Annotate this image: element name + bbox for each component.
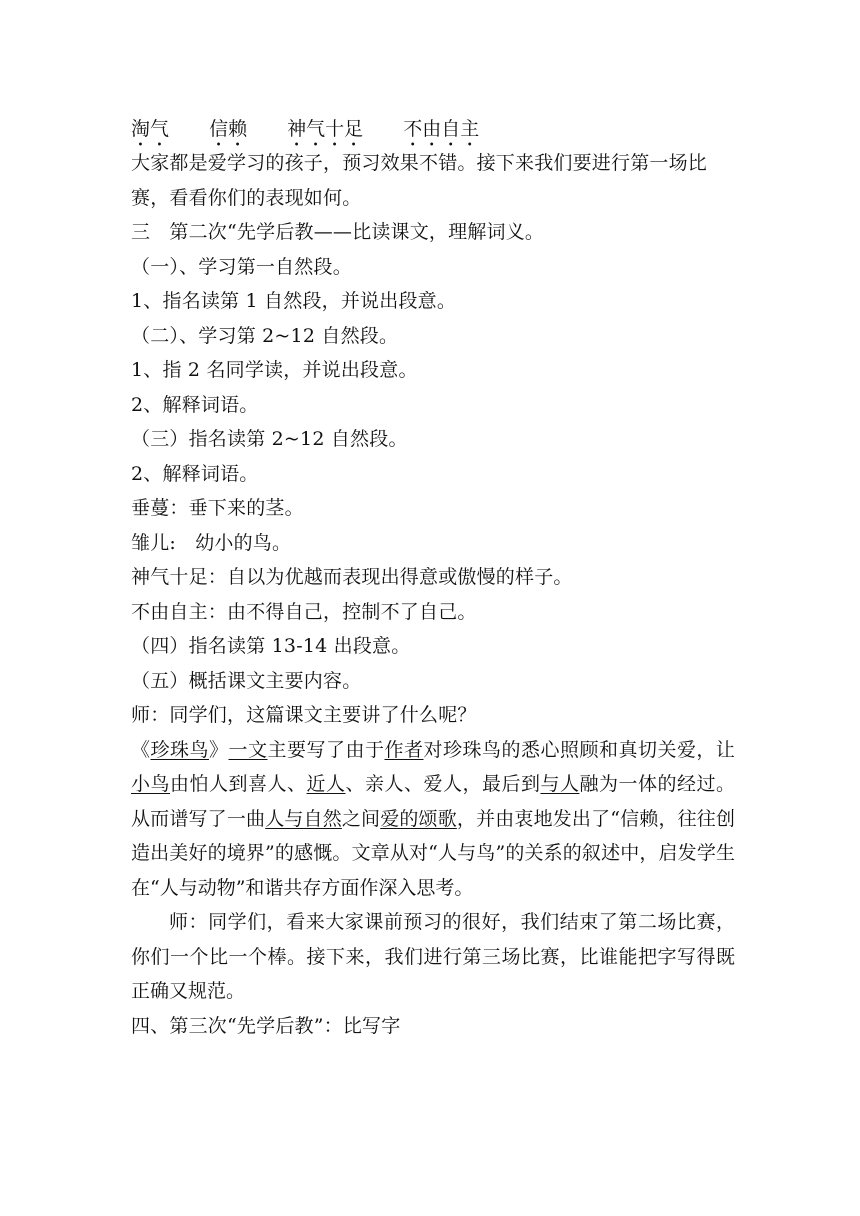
summary-text: 主要写了由于 bbox=[267, 738, 385, 761]
summary-underlined: 作者 bbox=[384, 738, 424, 761]
summary-text: 之间 bbox=[341, 807, 381, 830]
text-line: 大家都是爱学习的孩子，预习效果不错。接下来我们要进行第一场比 bbox=[131, 152, 708, 174]
summary-underlined: 人与自然 bbox=[265, 807, 342, 830]
summary-underlined: 珍珠鸟 bbox=[150, 738, 209, 761]
summary-underlined: 与人 bbox=[540, 773, 580, 795]
teacher-question: 师：同学们，这篇课文主要讲了什么呢？ bbox=[131, 704, 477, 726]
summary-text: 融为一体的经过。从而谱写了一曲 bbox=[131, 773, 735, 830]
subsection-heading: （一）、学习第一自然段。 bbox=[131, 255, 352, 278]
text-line: 赛，看看你们的表现如何。 bbox=[131, 186, 362, 209]
vocab-word: 不由自主 bbox=[403, 118, 480, 140]
definition-line: 雏儿: 幼小的鸟。 bbox=[131, 531, 292, 554]
text-line: 2、解释词语。 bbox=[131, 393, 259, 416]
text-line: 1、指 2 名同学读，并说出段意。 bbox=[131, 359, 418, 381]
definition-line: 不由自主：由不得自己，控制不了自己。 bbox=[131, 600, 477, 623]
summary-paragraph bbox=[131, 733, 735, 906]
summary-text: ，并由衷地发出了“信赖，往往创造出美好的境界”的感慨。文章从对“人与鸟”的关系的叙述中，启发学生在“人与动物”和谐共存方面作深入思考。 bbox=[131, 807, 735, 899]
text-line: 1、指名读第 1 自然段，并说出段意。 bbox=[131, 290, 457, 312]
teacher-paragraph: 师：同学们，看来大家课前预习的很好，我们结束了第二场比赛，你们一个比一个棒。接下来，我们进行第三场比赛，比谁能把字写得既正确又规范。 bbox=[131, 911, 735, 1002]
section-heading: 四、第三次“先学后教”：比写字 bbox=[131, 1014, 401, 1037]
summary-underlined: 近人 bbox=[306, 773, 346, 795]
summary-text: 》 bbox=[209, 738, 229, 761]
summary-text: 由怕人到喜人、 bbox=[170, 773, 307, 795]
definition-line: 神气十足：自以为优越而表现出得意或傲慢的样子。 bbox=[131, 566, 573, 588]
vocab-word: 信赖 bbox=[209, 118, 248, 140]
summary-text: 《 bbox=[131, 738, 151, 761]
summary-underlined: 小鸟 bbox=[131, 773, 170, 795]
definition-line: 垂蔓：垂下来的茎。 bbox=[131, 497, 304, 519]
summary-text: 、亲人、爱人，最后到 bbox=[345, 773, 541, 795]
vocab-word-row bbox=[131, 112, 735, 146]
subsection-heading: （二）、学习第 2~12 自然段。 bbox=[131, 324, 399, 347]
subsection-heading: （四）指名读第 13-14 出段意。 bbox=[131, 635, 411, 657]
summary-underlined: 一文 bbox=[228, 738, 268, 761]
subsection-heading: （五）概括课文主要内容。 bbox=[131, 669, 362, 692]
vocab-word: 淘气 bbox=[131, 118, 170, 140]
text-line: 2、解释词语。 bbox=[131, 462, 259, 485]
document-page bbox=[131, 112, 735, 1043]
subsection-heading: （三）指名读第 2~12 自然段。 bbox=[131, 428, 408, 450]
summary-underlined: 爱的颂歌 bbox=[380, 807, 457, 830]
vocab-word: 神气十足 bbox=[287, 118, 364, 140]
section-heading: 三 第二次“先学后教——比读课文，理解词义。 bbox=[131, 221, 545, 243]
summary-text: 对珍珠鸟的悉心照顾和真切关爱，让 bbox=[423, 738, 735, 761]
